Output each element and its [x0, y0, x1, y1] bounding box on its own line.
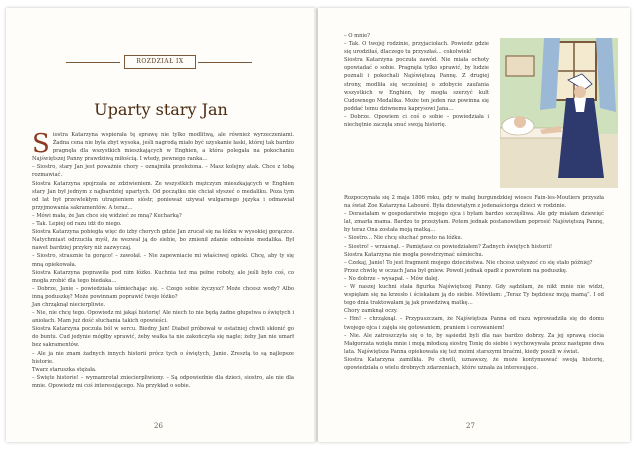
paragraph: – W naszej kuchni stała figurka Najświętszej Panny. Gdy sądziłam, że nikt mnie nie widzi, wspięłam się na krzesło i ściskałam ją do siebie. Mówiłam: „Teraz Ty będziesz moją mamą”. I od tego dnia traktowałam ją jak prawdziwą matkę… [344, 284, 604, 307]
paragraph: Chory zamknął oczy. [344, 308, 398, 315]
header-rule-right [198, 62, 252, 63]
paragraph: – Hm! – chrząknął. – Przypuszczam, że Najświętsza Panna od razu wprowadziła się do domu twojego ojca i zajęła się gotowaniem, praniem i cerowaniem! [344, 316, 604, 331]
wall-picture [506, 56, 534, 76]
paragraph: – Czekaj, Janie! To jest fragment mojego dzieciństwa. Nie chcesz usłyszeć co się stało później? [344, 259, 593, 266]
paragraph: Siostra Katarzyna poczuła ból w sercu. Biedny Jan! Diabeł próbował w ostatniej chwili skłonić go do buntu. Cud jedynie mógłby sprawić, żeby walka ta nie zakończyła się nagle; żeby Jan nie umarł bez sakramentów. [32, 326, 294, 349]
paragraph: – Tak. Lepiej od razu idź do niego. [32, 221, 122, 228]
right-top-text [344, 32, 489, 129]
header-rule-left [66, 62, 120, 63]
paragraph: – Dorastałam w gospodarstwie mojego ojca i byłam bardzo szczęśliwa. Ale gdy miałam dziewięć lat, zmarła mama. Bardzo to przeżyłam. Potem jednak postanowiłam poprosić Najświętszą Pannę, by teraz Ona została moją matką… [344, 211, 604, 234]
paragraph: Siostra Katarzyna zamilkła. Po chwili, uznawszy, że może kontynuować swoją historię, opowiedziała o wielu drobnych zdarzeniach, które uznała za interesujące. [344, 356, 604, 371]
paragraph: – Święte historie! – wymamrotał zniecierpliwiony. – Są odpowiednie dla dzieci, siostro, ale nie dla mnie. Opowiedz mi coś interesującego. Na przykład o sobie. [32, 374, 294, 389]
paragraph: – Ale ja nie znam żadnych innych historii prócz tych o świętych, Janie. Zresztą to są najlepsze historie. [32, 350, 294, 365]
paragraph: – Mówi mała, że Jan chce się widzieć ze mną? Kucharką? [32, 212, 182, 219]
page-number-left: 26 [154, 422, 163, 430]
patient-head [514, 116, 526, 128]
nun-at-sickbed-illustration [500, 38, 618, 188]
nun-face [574, 86, 586, 98]
paragraph: Siostra Katarzyna poprawiła pod nim łóżko. Kuchnia też ma pełne roboty, ale jeśli było coś, co mogła zrobić dla tego biedaka… [32, 269, 294, 284]
chapter-label: ROZDZIAŁ IX [124, 55, 196, 69]
chapter-title: Uparty stary Jan [94, 100, 228, 119]
right-body-text [344, 194, 604, 372]
page-number-right: 27 [466, 422, 475, 430]
paragraph: – Siostro, strasznie tu gorąco! – zawołał. – Nie zapewniacie mi właściwej opieki. Chcę, aby ty się mną opiekowała. [32, 253, 294, 268]
paragraph: – No dobrze – wysapał. – Mów dalej. [344, 275, 440, 282]
paragraph: – Siostro… Nie chcę słuchać prosto na łóżku. [344, 235, 463, 242]
paragraph: Siostra Katarzyna poczuła zawód. Nie miała ochoty opowiadać o sobie. Pragnęła tylko sprawić, by ludzie poznali i pokochali Najświętszą Pannę. Z drugiej strony, modliła się wcześniej o zdobycie zaufania wszystkich w Enghien, by mogła szerzyć kult Cudownego Medalika. Może ten jeden raz powinna się poddać temu dziwnemu kaprysowi Jana… [344, 57, 489, 112]
paragraph: Siostra Katarzyna spojrzała ze zdziwieniem. Ze wszystkich mężczyzn mieszkających w Enghien stary Jan był jednym z najbardziej upartych. Od początku nie chciał słyszeć o medaliku. Poza tym od lat był przewlekłym utrapieniem sióstr, ponieważ używał wulgarnego języka i odmawiał przyjmowania sakramentów. A teraz… [32, 180, 294, 211]
paragraph: Siostra Katarzyna wspierała tę sprawę nie tylko modlitwą, ale również wyrzeczeniami. Żadna cena nie była zbyt wysoka, jeśli nagrodą miało być uzyskanie łaski, której tak bardzo pragnęła dla wszystkich mieszkających w Enghien, a która polegała na pokochaniu Najświętszej Panny prawdziwą miłością. I wtedy, pewnego ranka… [32, 129, 294, 163]
left-page [6, 8, 316, 442]
paragraph: – Tak. O twojej rodzinie, przyjaciołach. Powiedz gdzie się urodziłaś, dlaczego tu przyszłaś… cokolwiek! [344, 41, 489, 56]
paragraph: Jan chrząknął niecierpliwie. [32, 301, 106, 308]
paragraph: – Dobrze. Opowiem ci coś o sobie – powiedziała i niechętnie zaczęła snuć swoją historię. [344, 113, 489, 129]
paragraph: – Dobrze, Janie – powiedziała uśmiechając się. – Czego sobie życzysz? Może chcesz wody? Albo inną poduszkę? Może powinnam poprawić twoje łóżko? [32, 285, 294, 300]
paragraph: Przez chwilę w oczach Jana był gniew. Powoli jednak opadł z powrotem na poduszkę. [344, 267, 568, 274]
paragraph: – Siostro, stary Jan jest poważnie chory – oznajmiła przełożona. – Masz kolejny atak. Chce z tobą rozmawiać. [32, 164, 294, 179]
paragraph: Siostra Katarzyna nie mogła powstrzymać uśmiechu. [344, 251, 484, 258]
paragraph: – Nie. Ale zatroszczyła się o to, by sąsiedzi byli dla nas bardzo dobrzy. Za jej sprawą ciocia Małgorzata wzięła mnie i moją młodszą siostrę Tonię do siebie i wychowywała przez następne dwa lata. Najświętsza Panna opiekowała się też moimi starszymi braćmi, kiedy poszli w świat. [344, 332, 604, 355]
paragraph: – O mnie? [344, 33, 370, 39]
paragraph: Twarz staruszka stężała. [32, 366, 97, 373]
chapter-header [66, 55, 252, 69]
paragraph: – Siostro! – wrzasnął. – Pamiętasz co powiedziałem? Żadnych świętych historii! [344, 243, 553, 250]
paragraph: Rozpoczynała się 2 maja 1806 roku, gdy w małej burgundzkiej wiosce Fain-les-Moutiers przyszła na świat Zoe Katarzyna Labouré. Była dziewiątym z jedenaściorga dzieci w rodzinie. [344, 195, 604, 210]
right-page [318, 8, 630, 442]
left-body-text [32, 131, 294, 390]
drop-cap: S [32, 129, 50, 159]
paragraph: Siostra Katarzyna pobiegła więc do izby chorych gdzie Jan zrucał się na łóżku w wysokiej gorączce. Natychmiast odrzuciła myśl, że wezwał ją do siebie, bo zmienił zdanie odnośnie medalika. Był nawet bardziej przykry niż zazwyczaj. [32, 229, 294, 252]
paragraph: – Nie, nie chcę tego. Opowiedz mi jakąś historię! Ale niech to nie będą żadne głupstwa o świętych i aniołach. Mam już dość słuchania takich opowieści. [32, 310, 294, 325]
